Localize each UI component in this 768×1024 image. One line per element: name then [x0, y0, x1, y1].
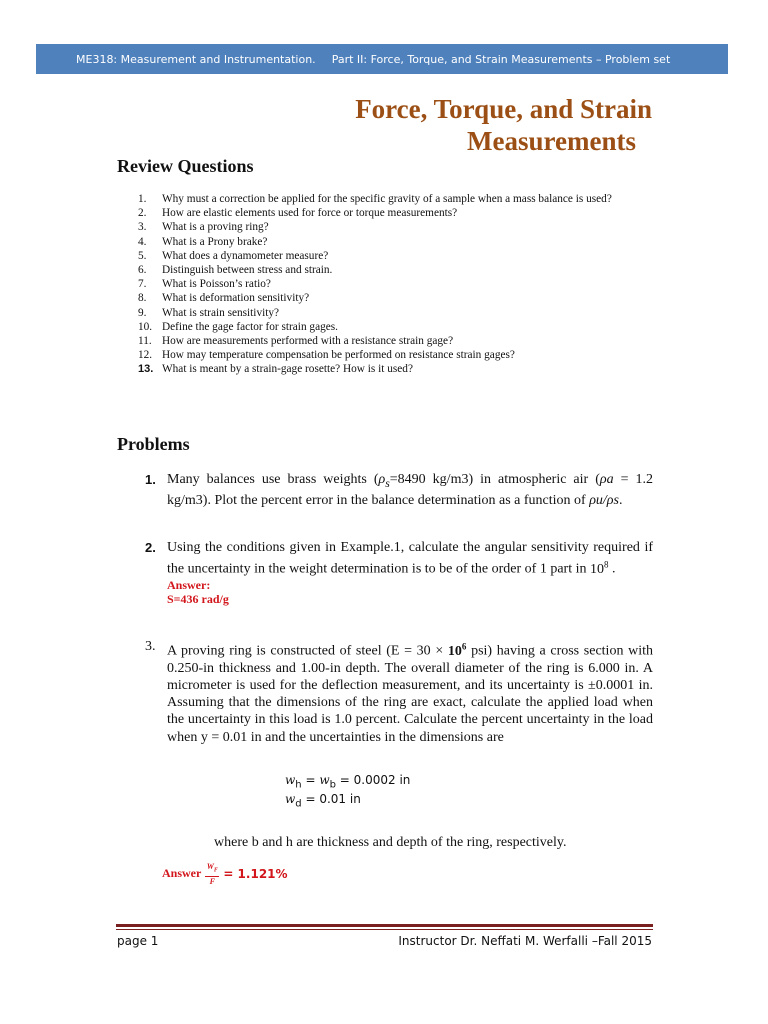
equation-2: $w_d = 0.01$ in — [285, 792, 361, 810]
header-section: Part II: Force, Torque, and Strain Measurements – Problem set — [331, 52, 671, 66]
problem-1 — [145, 471, 653, 509]
review-question-number: 3. — [138, 221, 147, 234]
problem-2-answer-label: Answer: — [167, 578, 211, 593]
problem-3-answer-value: = 1.121% — [223, 866, 288, 881]
review-question — [138, 306, 658, 320]
review-question-text: What is strain sensitivity? — [162, 306, 280, 319]
review-question-number: 11. — [138, 335, 152, 348]
review-question-text: How may temperature compensation be performed on resistance strain gages? — [162, 349, 515, 362]
review-question — [138, 362, 658, 376]
rho-a: ρa — [599, 472, 614, 487]
problem-1-text-d: . — [618, 493, 623, 508]
review-question — [138, 320, 658, 334]
review-heading: Review Questions — [117, 156, 254, 176]
problem-1-number: 1. — [145, 472, 156, 487]
footer-rule-thin — [116, 929, 653, 930]
review-question-text: What is deformation sensitivity? — [162, 292, 310, 305]
review-question-text: What is Poisson’s ratio? — [162, 278, 271, 291]
review-question-text: How are measurements performed with a resistance strain gage? — [162, 335, 454, 348]
problem-3-answer-label: Answer — [162, 866, 202, 881]
review-question-text: Define the gage factor for strain gages. — [162, 320, 338, 333]
review-question-number: 10. — [138, 320, 153, 333]
review-question-text: How are elastic elements used for force or torque measurements? — [162, 207, 458, 220]
power-10-8: $10^8$ — [590, 559, 609, 577]
problem-3-answer — [162, 862, 288, 886]
review-question-number: 8. — [138, 292, 147, 305]
review-question-number: 6. — [138, 264, 147, 277]
review-question-number: 1. — [138, 193, 147, 205]
review-question — [138, 192, 658, 206]
review-question-number: 5. — [138, 249, 147, 262]
uncertainty-fraction: $\frac{W_F}{F}$ — [206, 862, 218, 886]
problem-3-where: where b and h are thickness and depth of the ring, respectively. — [214, 835, 567, 850]
review-question-number: 9. — [138, 306, 147, 319]
problems-heading: Problems — [117, 434, 190, 454]
problem-2-end: . — [608, 561, 616, 577]
problem-2-number: 2. — [145, 540, 156, 555]
review-question — [138, 334, 658, 348]
problem-3-text-c: in. Assuming that the dimensions of the ring are exact, calculate the applied load when the uncertainty in this load is 1.0 percent. Calculate the percent uncertainty in the load when y = 0.01 in and the uncertainties in the dimensions are — [167, 678, 654, 745]
review-list — [138, 192, 658, 377]
equation-1: $w_h = w_b = 0.0002$ in — [285, 773, 411, 791]
review-question-number: 13. — [138, 363, 154, 376]
title-line-1: Force, Torque, and Strain — [355, 94, 652, 124]
problem-2-text: Using the conditions given in Example.1, calculate the angular sensitivity required if the uncertainty in the weight determination is to be of the order of 1 part in — [167, 540, 653, 577]
review-question — [138, 263, 658, 277]
plus-minus-value: ±0.0001 — [588, 678, 635, 694]
problem-1-text-a: Many balances use brass weights ( — [167, 472, 379, 487]
instructor-credit: Instructor Dr. Neffati M. Werfalli –Fall 2015 — [398, 934, 652, 948]
footer-rule — [116, 924, 653, 927]
page-header — [36, 44, 728, 74]
review-question — [138, 249, 658, 263]
review-question-text: What does a dynamometer measure? — [162, 249, 329, 262]
power-10-6: $10^6$ — [447, 641, 467, 659]
review-question-text: What is a proving ring? — [162, 221, 269, 234]
review-question — [138, 277, 658, 291]
review-question-text: Why must a correction be applied for the specific gravity of a sample when a mass balance is used? — [162, 193, 612, 205]
review-question-number: 7. — [138, 278, 147, 291]
review-question-text: What is meant by a strain-gage rosette? How is it used? — [162, 363, 413, 376]
review-question — [138, 348, 658, 362]
review-question — [138, 291, 658, 305]
problem-1-text-b: =8490 kg/m3) in atmospheric air ( — [389, 472, 600, 487]
review-question-number: 2. — [138, 207, 147, 220]
problem-3-number: 3. — [145, 639, 156, 654]
page-number: page 1 — [117, 934, 159, 948]
review-question-text: What is a Prony brake? — [162, 235, 268, 248]
review-question — [138, 206, 658, 220]
review-question — [138, 235, 658, 249]
review-question-number: 4. — [138, 235, 147, 248]
rho-s: $\rho_s$ — [378, 472, 390, 490]
density-ratio: ρu/ρs — [589, 493, 619, 508]
review-question-number: 12. — [138, 349, 153, 362]
problem-3 — [145, 638, 653, 746]
review-question — [138, 220, 658, 234]
title-line-2: Measurements — [467, 126, 636, 156]
problem-2-answer-value: S=436 rad/g — [167, 592, 229, 607]
problem-1-text-c: = 1.2 kg/m3). Plot the percent error in the balance determination as a function of — [167, 472, 653, 508]
problem-3-text-b: psi) having a cross section with 0.250-in thickness and 1.00-in depth. The overall diameter of the ring is 6.000 in. A micrometer is used for the deflection measurement, and its uncertainty is — [167, 643, 653, 694]
problem-2 — [145, 539, 653, 606]
times-symbol: × — [435, 643, 444, 659]
problem-3-text-a: A proving ring is constructed of steel (E = 30 — [167, 643, 436, 659]
review-question-text: Distinguish between stress and strain. — [162, 264, 333, 277]
header-course: ME318: Measurement and Instrumentation. — [76, 52, 316, 66]
